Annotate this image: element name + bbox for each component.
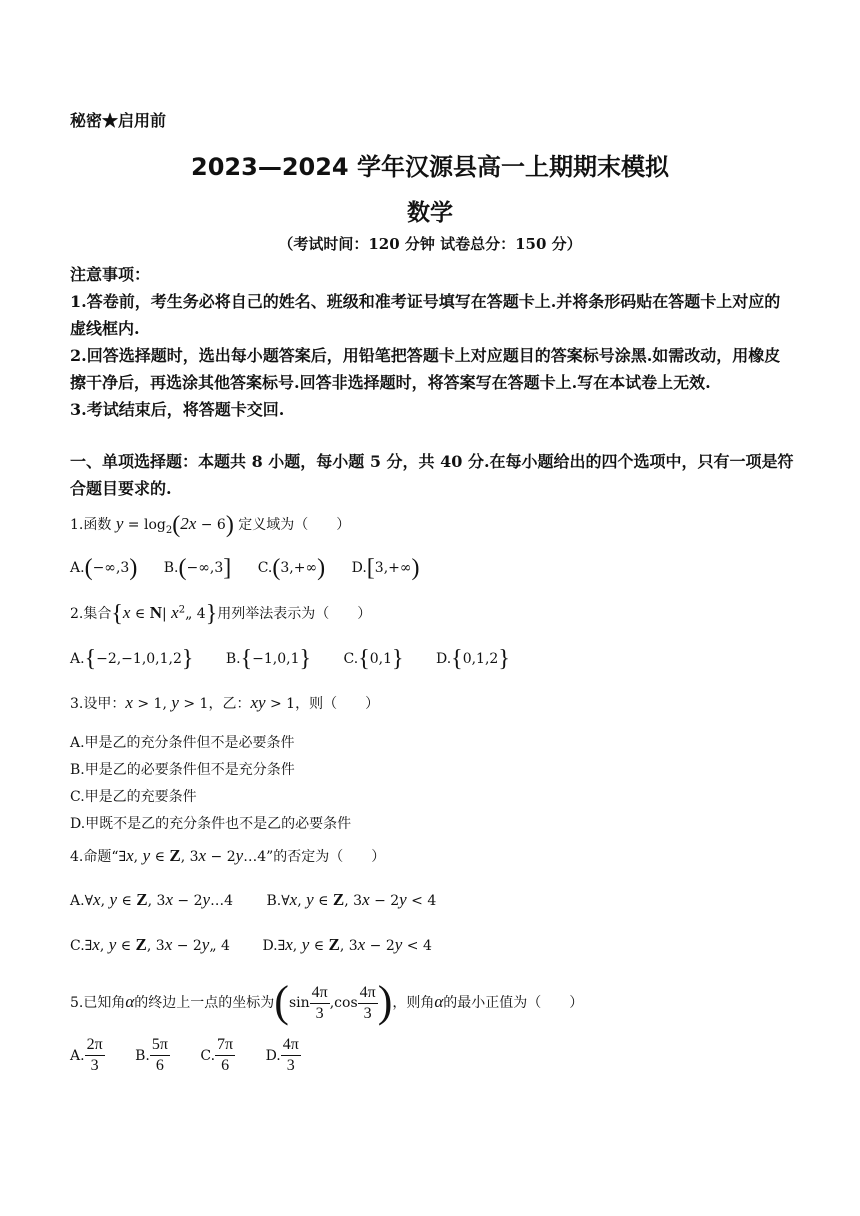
option-d: D.[3,+∞) xyxy=(351,555,420,581)
exam-time-info: （考试时间：120 分钟 试卷总分：150 分） xyxy=(278,235,582,253)
question-3-options xyxy=(70,730,351,838)
section-heading: 一、单项选择题：本题共 8 小题，每小题 5 分，共 40 分.在每小题给出的四个选项中，只有一项是符合题目要求的. xyxy=(70,452,794,498)
option-a: A. $\frac{2\pi}{3}$ xyxy=(70,1036,103,1074)
option-d: D. $\frac{4\pi}{3}$ xyxy=(265,1036,299,1074)
question-2: 2.集合{x ∈ N| $x^2„$ 4}用列举法表示为（ ） xyxy=(70,601,372,627)
notes-heading: 注意事项： xyxy=(70,265,151,284)
note-item: 2.回答选择题时，选出每小题答案后，用铅笔把答题卡上对应题目的答案标号涂黑.如需改动，用橡皮擦干净后，再选涂其他答案标号.回答非选择题时，将答案写在答题卡上.写在本试卷上无效. xyxy=(70,346,781,392)
question-5-options xyxy=(70,1035,301,1076)
option-a: A.{−2,−1,0,1,2} xyxy=(70,646,194,672)
option-b: B.∀x, y ∈ Z, 3x − 2y < 4 xyxy=(266,890,437,909)
option-d: D.∃x, y ∈ Z, 3x − 2y < 4 xyxy=(262,935,432,954)
option-d: D.甲既不是乙的充分条件也不是乙的必要条件 xyxy=(70,816,352,832)
option-b: B.(−∞,3] xyxy=(163,555,232,581)
question-4: 4.命题“∃x, y ∈ Z, 3x − 2y…4”的否定为（ ） xyxy=(70,846,386,865)
option-b: B. $\frac{5\pi}{6}$ xyxy=(135,1036,168,1074)
option-b: B.甲是乙的必要条件但不是充分条件 xyxy=(70,762,295,778)
option-b: B.{−1,0,1} xyxy=(225,646,312,672)
option-c: C.甲是乙的充要条件 xyxy=(70,789,197,805)
exam-title: 2023—2024 学年汉源县高一上期期末模拟 xyxy=(191,153,669,181)
option-c: C. $\frac{7\pi}{6}$ xyxy=(200,1036,234,1074)
option-c: C.(3,+∞) xyxy=(257,555,326,581)
option-a: A.甲是乙的充分条件但不是必要条件 xyxy=(70,735,295,751)
option-d: D.{0,1,2} xyxy=(435,646,510,672)
notes-block xyxy=(70,261,795,423)
question-1-options xyxy=(70,555,442,582)
option-c: C.∃x, y ∈ Z, 3x − 2y„ 4 xyxy=(70,935,230,954)
question-1: 1.函数 $y = \log_2(2x - 6)$ 定义域为（ ） xyxy=(70,512,351,538)
question-3: 3.设甲：x > 1, y > 1，乙：xy > 1，则（ ） xyxy=(70,693,380,712)
confidential-label: 秘密★启用前 xyxy=(70,111,167,130)
question-4-options-row1 xyxy=(70,890,436,910)
note-item: 1.答卷前，考生务必将自己的姓名、班级和准考证号填写在答题卡上.并将条形码贴在答题卡上对应的虚线框内. xyxy=(70,292,781,338)
note-item: 3.考试结束后，将答题卡交回. xyxy=(70,400,285,419)
option-a: A.(−∞,3) xyxy=(70,555,138,581)
question-4-options-row2 xyxy=(70,935,432,955)
question-5: 5.已知角α的终边上一点的坐标为(sin $\frac{4\pi}{3}$ ,cos $\frac{4\pi}{3}$ )，则角α的最小正值为（ ） xyxy=(70,977,584,1026)
option-c: C.{0,1} xyxy=(343,646,404,672)
question-2-options xyxy=(70,646,532,673)
subject-title: 数学 xyxy=(407,200,453,226)
option-a: A.∀x, y ∈ Z, 3x − 2y…4 xyxy=(70,890,233,909)
